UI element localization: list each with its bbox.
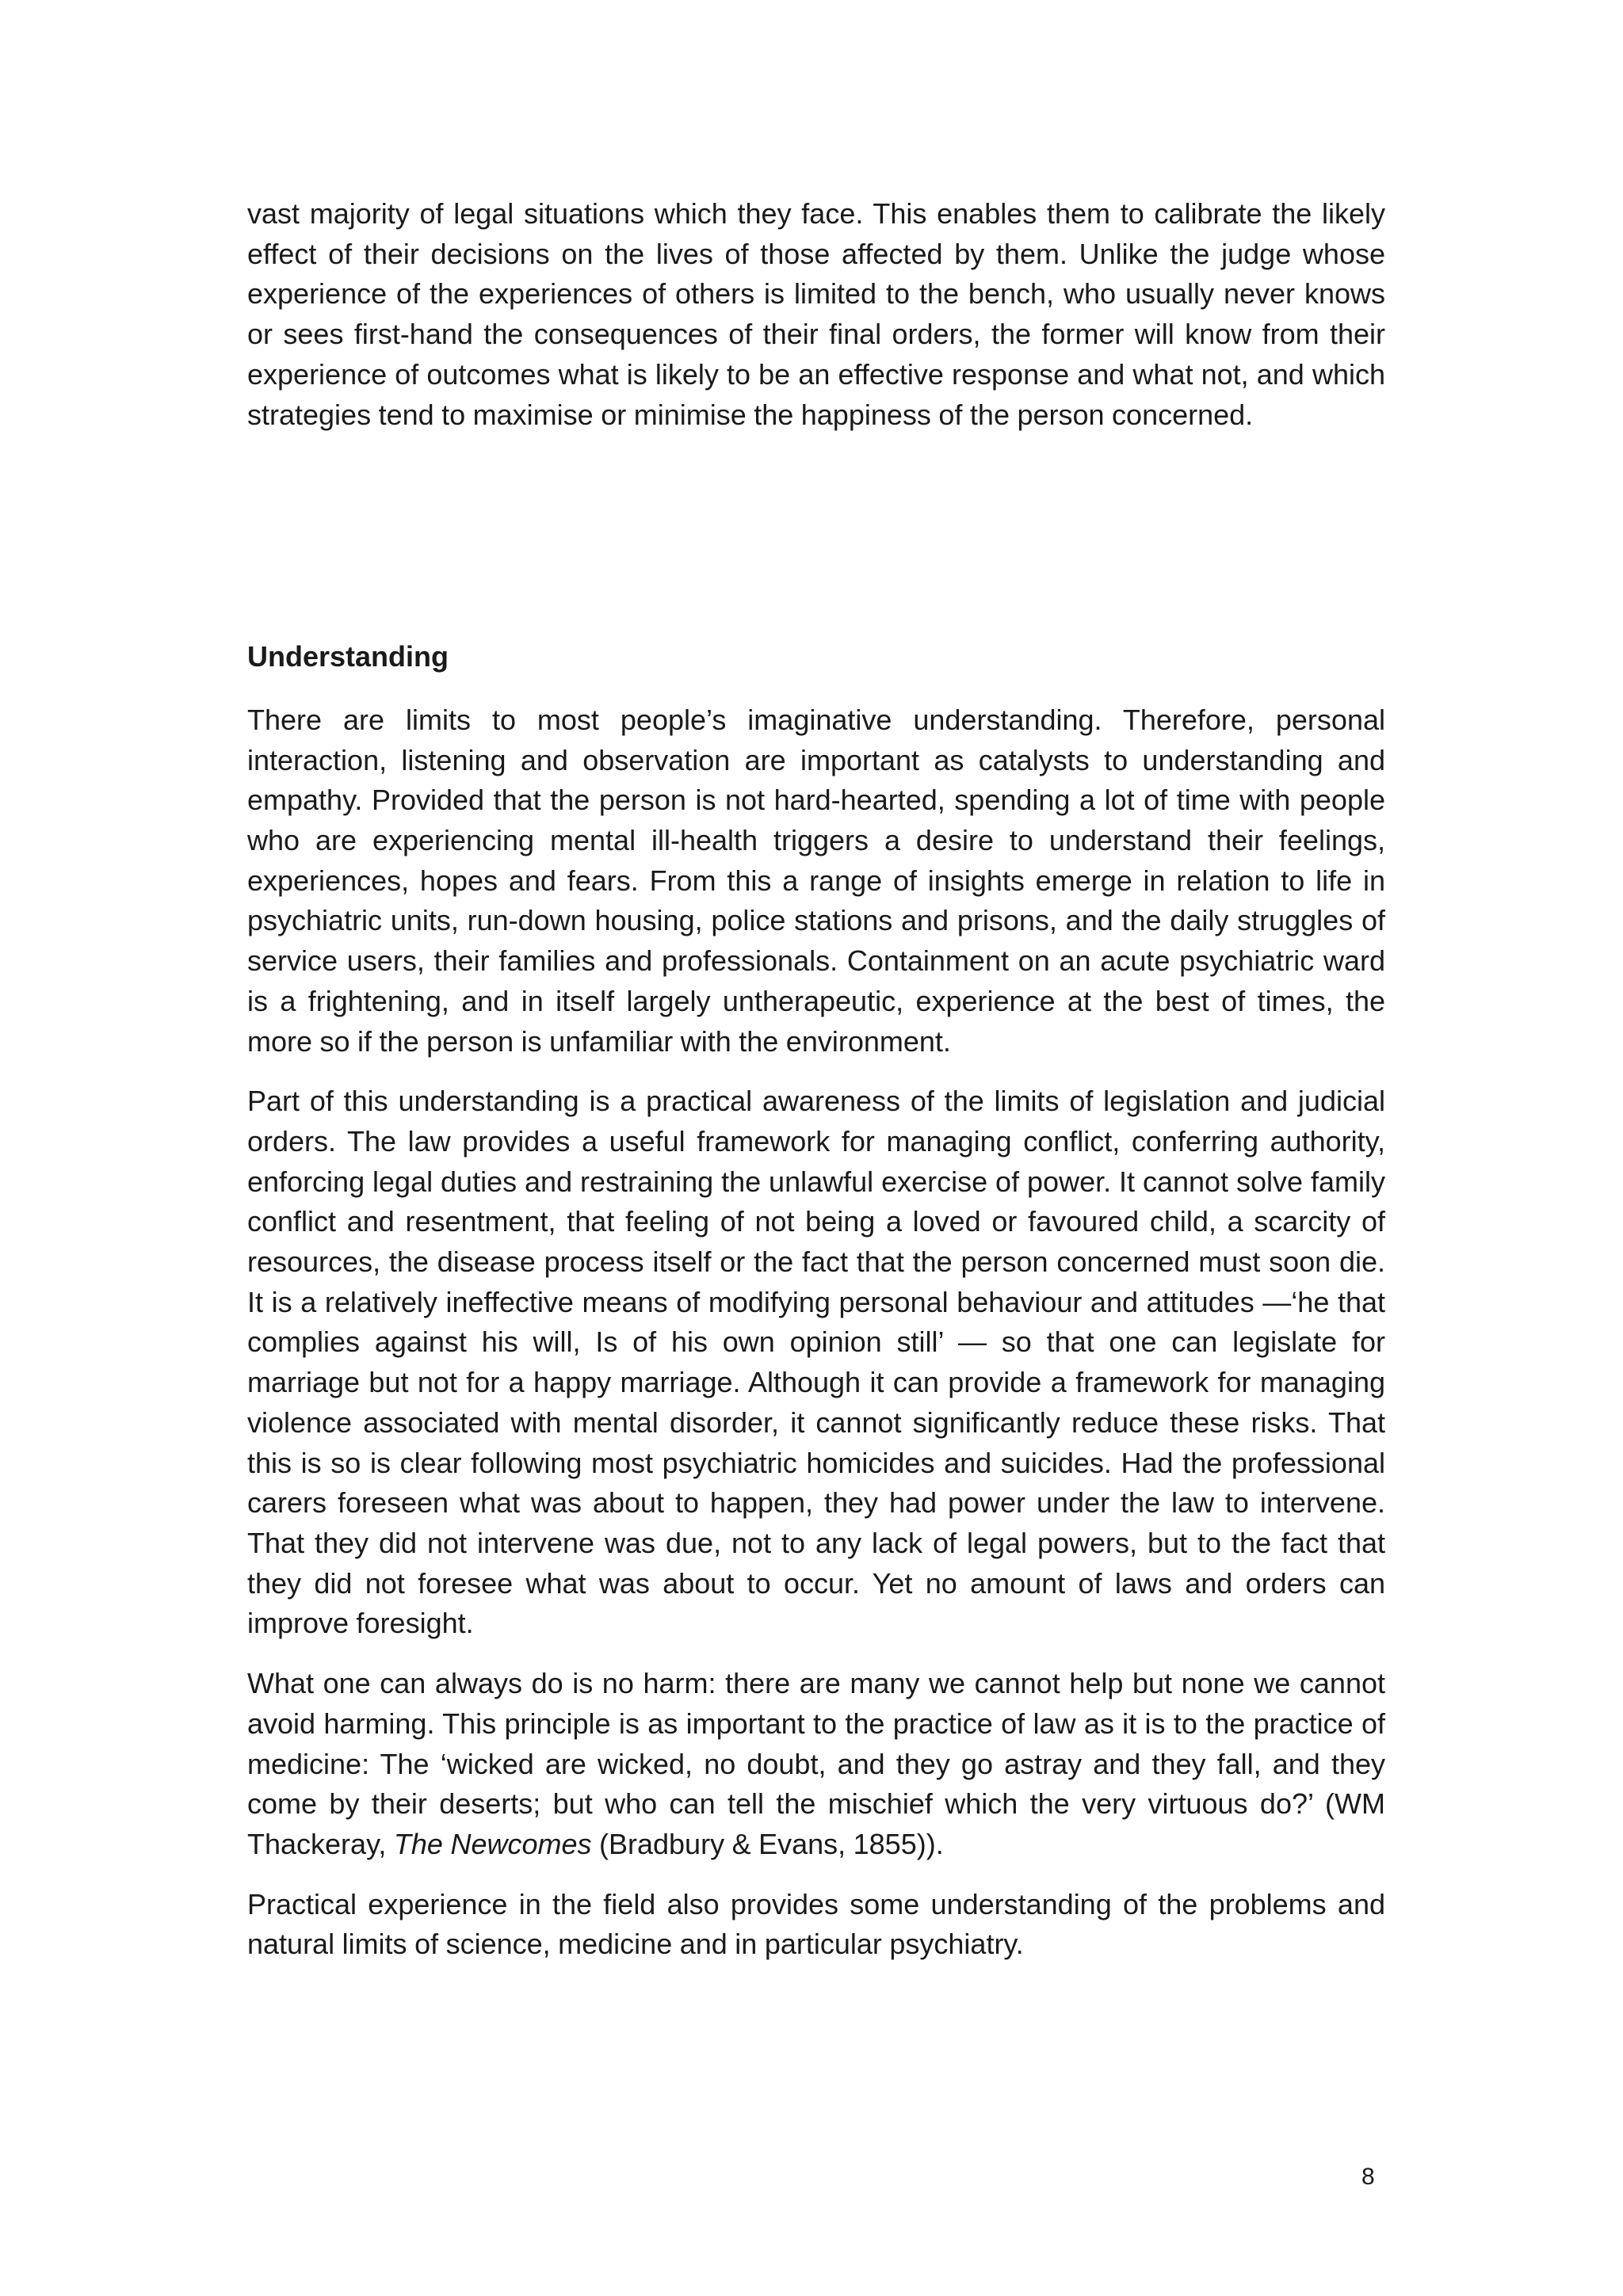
- do-no-harm-text-before-title: What one can always do is no harm: there are many we cannot help but none we cannot avoid harming. This principle is as important to the practice of law as it is to the practice of medicine: The ‘wicked are wicked, no doubt, and they go astray and they fall, and they come by their deserts; but who can tell the mischief which the very virtuous do?’ (WM Thackeray,: [247, 1667, 1385, 1860]
- section-heading: Understanding: [247, 640, 449, 673]
- paragraph-practical-experience: Practical experience in the field also provides some understanding of the problems and natural limits of science, medicine and in particular psychiatry.: [247, 1887, 1385, 1961]
- page-number: 8: [1361, 2164, 1375, 2190]
- page-content: [247, 194, 1385, 1965]
- book-title: The Newcomes: [393, 1827, 592, 1860]
- paragraph-do-no-harm: [247, 1664, 1385, 1865]
- do-no-harm-text-after-title: (Bradbury & Evans, 1855)).: [591, 1827, 944, 1860]
- intro-paragraph: vast majority of legal situations which they face. This enables them to calibrate the likely effect of their decisions on the lives of those affected by them. Unlike the judge whose experience of the experiences of others is limited to the bench, who usually never knows or sees first-hand the consequences of their final orders, the former will know from their experience of outcomes what is likely to be an effective response and what not, and which strategies tend to maximise or minimise the happiness of the person concerned.: [247, 197, 1385, 431]
- paragraph-limits-of-legislation: Part of this understanding is a practical awareness of the limits of legislation and judicial orders. The law provides a useful framework for managing conflict, conferring authority, enforcing legal duties and restraining the unlawful exercise of power. It cannot solve family conflict and resentment, that feeling of not being a loved or favoured child, a scarcity of resources, the disease process itself or the fact that the person concerned must soon die. It is a relatively ineffective means of modifying personal behaviour and attitudes —‘he that complies against his will, Is of his own opinion still’ — so that one can legislate for marriage but not for a happy marriage. Although it can provide a framework for managing violence associated with mental disorder, it cannot significantly reduce these risks. That this is so is clear following most psychiatric homicides and suicides. Had the professional carers foreseen what was about to happen, they had power under the law to intervene. That they did not intervene was due, not to any lack of legal powers, but to the fact that they did not foresee what was about to occur. Yet no amount of laws and orders can improve foresight.: [247, 1085, 1385, 1640]
- paragraph-understanding-limits: There are limits to most people’s imaginative understanding. Therefore, personal interaction, listening and observation are important as catalysts to understanding and empathy. Provided that the person is not hard-hearted, spending a lot of time with people who are experiencing mental ill-health triggers a desire to understand their feelings, experiences, hopes and fears. From this a range of insights emerge in relation to life in psychiatric units, run-down housing, police stations and prisons, and the daily struggles of service users, their families and professionals. Containment on an acute psychiatric ward is a frightening, and in itself largely untherapeutic, experience at the best of times, the more so if the person is unfamiliar with the environment.: [247, 703, 1385, 1058]
